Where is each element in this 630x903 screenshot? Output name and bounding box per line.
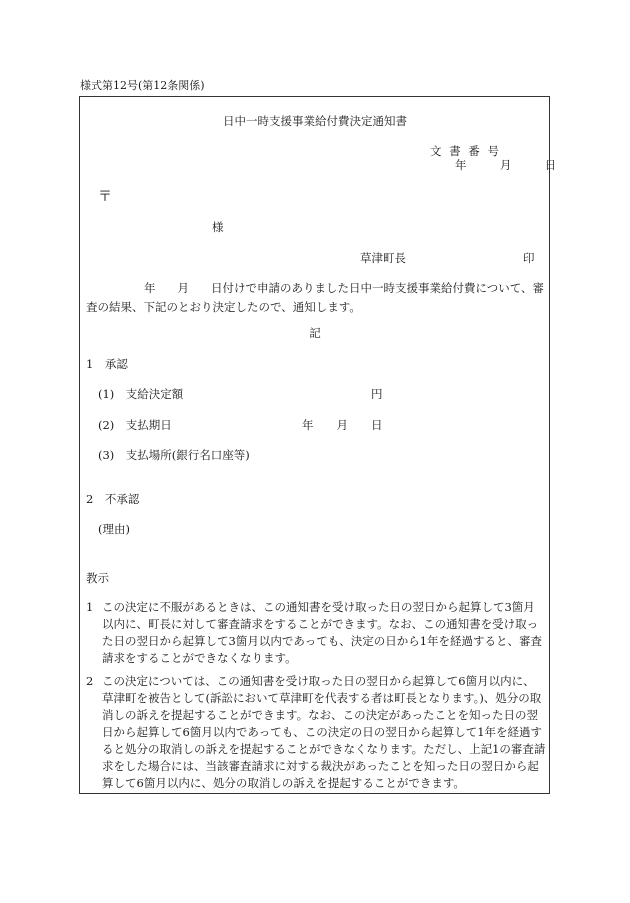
approval-item-payment-date-fields: 年 月 日	[302, 418, 383, 432]
intro-month: 月	[177, 281, 189, 295]
issue-date-year: 年	[455, 158, 467, 172]
addressee-suffix: 様	[212, 220, 224, 234]
notice-paragraph-text: この決定については、この通知書を受け取った日の翌日から起算して6箇月以内に、草津町を被告として(訴訟において草津町を代表する者は町長となります。)、処分の取消しの訴えを提起することができます。なお、この決定があったことを知った日の翌日から起算して6箇月以内であっても、この決定の日の翌日から起算して1年を経過すると処分の取消しの訴えを提起することができなくなります。ただし、上記1の審査請求をした場合には、当該審査請求に対する裁決があったことを知った日の翌日から起算して6箇月以内に、処分の取消しの訴えを提起することができます。	[102, 674, 546, 790]
approval-heading: 1 承認	[86, 357, 128, 371]
notice-paragraph	[86, 673, 546, 792]
notice-paragraph	[86, 599, 546, 667]
seal-mark: 印	[523, 251, 535, 265]
postal-mark: 〒	[98, 189, 112, 205]
document-title: 日中一時支援事業給付費決定通知書	[223, 114, 407, 128]
approval-item-payment-place: (3) 支払場所(銀行名口座等)	[98, 448, 250, 462]
rejection-heading: 2 不承認	[86, 492, 140, 506]
notice-paragraph-text: この決定に不服があるときは、この通知書を受け取った日の翌日から起算して3箇月以内に、町長に対して審査請求をすることができます。なお、この通知書を受け取った日の翌日から起算して3箇月以内であっても、決定の日から1年を経過すると、審査請求をすることができなくなります。	[102, 600, 543, 665]
approval-item-payment-date: (2) 支払期日	[98, 418, 172, 432]
intro-text: 日付けで申請のありました日中一時支援事業給付費について、審査の結果、下記のとおり決定したので、通知します。	[86, 281, 545, 314]
ki-heading: 記	[309, 326, 321, 340]
notice-paragraph-number: 2	[86, 674, 94, 688]
issue-date-day: 日	[544, 158, 557, 172]
rejection-reason: (理由)	[98, 522, 130, 536]
form-number-label: 様式第12号(第12条関係)	[80, 79, 205, 92]
intro-year: 年	[144, 281, 156, 295]
notice-heading: 教示	[86, 571, 109, 585]
sender-name: 草津町長	[360, 251, 406, 265]
approval-item-amount: (1) 支給決定額	[98, 387, 184, 401]
issue-date-month: 月	[499, 158, 512, 172]
intro-paragraph	[86, 279, 546, 317]
issue-date	[455, 158, 556, 173]
notice-paragraph-number: 1	[86, 600, 94, 614]
approval-item-amount-unit: 円	[371, 387, 383, 401]
document-number-label: 文 書 番 号	[430, 144, 501, 158]
